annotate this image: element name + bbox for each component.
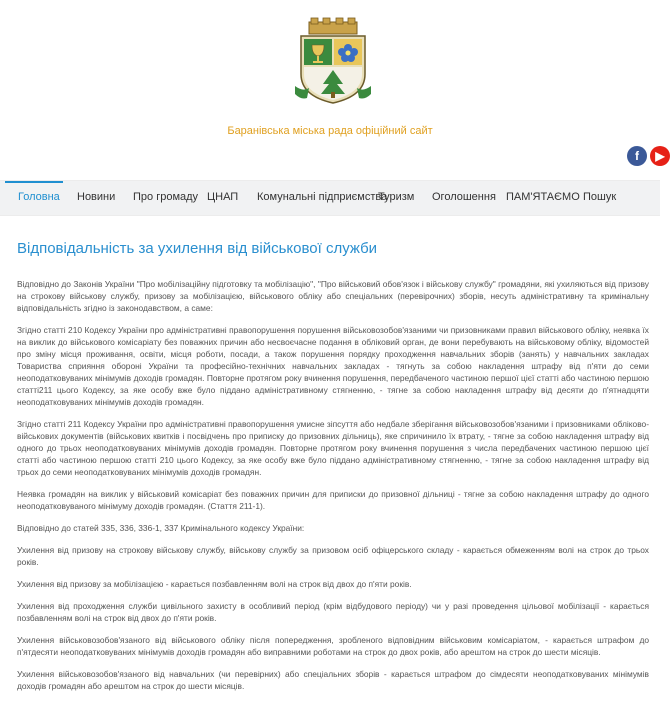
nav-item-utilities[interactable]: Комунальні підприємства <box>257 191 388 203</box>
article-paragraph: Відповідно до Законів України "Про мобілізаційну підготовку та мобілізацію", "Про військовий обов'язок і військову службу" громадяни, які ухиляються від призову на строкову військову службу, призову за мобілізацією, військового обліку або спеціальних (перевірочних) зборів, несуть адміністративну та кримінальну відповідальність згідно із законодавством, а саме: <box>17 279 649 313</box>
article-paragraph: Ухилення військовозобов'язаного від навчальних (чи перевірних) або спеціальних зборів - карається штрафом до сімдесяти неоподатковуваних мінімумів доходів громадян або арештом на строк до шести місяців. <box>17 669 649 691</box>
youtube-icon: ▶ <box>650 146 670 166</box>
active-nav-indicator <box>5 181 63 183</box>
article-paragraph: Ухилення військовозобов'язаного від військового обліку після попередження, зробленого відповідним військовим комісаріатом, - карається штрафом до п'ятдесяти неоподатковуваних мінімумів доходів громадян або виправними роботами на строк до двох років, або арештом на строк до шести місяців. <box>17 635 649 657</box>
nav-item-home[interactable]: Головна <box>18 191 60 203</box>
youtube-button[interactable] <box>650 146 670 166</box>
article-paragraph: Неявка громадян на виклик у військовий комісаріат без поважних причин для приписки до призовної дільниці - тягне за собою накладення штрафу до одного неоподатковуваного мінімуму доходів громадян. (Стаття 211-1). <box>17 489 649 511</box>
facebook-button[interactable] <box>627 146 647 166</box>
nav-item-search[interactable]: Пошук <box>583 191 617 203</box>
nav-item-about[interactable]: Про громаду <box>133 191 199 203</box>
site-title[interactable]: Баранівська міська рада офіційний сайт <box>227 125 433 137</box>
nav-item-news[interactable]: Новини <box>77 191 116 203</box>
coat-of-arms-logo[interactable] <box>295 18 371 104</box>
nav-item-announcements[interactable]: Оголошення <box>432 191 496 203</box>
main-nav <box>0 180 660 216</box>
article-paragraph: Згідно статті 211 Кодексу України про адміністративні правопорушення умисне зіпсуття або недбале зберігання військовозобов'язаними і призовниками обліково-військових документів (військових квитків і посвідчень про приписку до призовних дільниць), яке спричинило їх втрату, - тягне за собою накладення штрафу від одного до трьох неоподатковуваних мінімумів доходів громадян. Повторне протягом року вчинення порушення з числа передбачених частиною першою цієї статті або частиною першою статті 210 цього Кодексу, за яке особу вже було піддано адміністративному стягненню, - тягне за собою накладення штрафу від трьох до семи неоподатковуваних мінімумів доходів громадян. <box>17 419 649 477</box>
nav-item-tourism[interactable]: Туризм <box>378 191 415 203</box>
article <box>17 240 649 702</box>
facebook-icon: f <box>627 146 647 166</box>
article-paragraph: Згідно статті 210 Кодексу України про адміністративні правопорушення порушення військовозобов'язаними чи призовниками правил військового обліку, неявка їх на виклик до військового комісаріату без поважних причин або несвоєчасне подання в обліковий орган, де вони перебувають на військовому обліку, відомостей про зміну місця проживання, освіти, місця роботи, посади, а також порушення порядку проходження навчальних зборів (занять) у навчальних закладах Товариства сприяння обороні України та професійно-технічних навчальних закладах - тягнуть за собою накладення штрафу від п'яти до семи неоподатковуваних мінімумів доходів громадян. Повторне протягом року вчинення порушення, передбаченого частиною першої цієї статті або частиною першою статті211 цього Кодексу, за яке особу вже було піддано адміністративному стягненню, - тягне за собою накладення штрафу від десяти до п'ятнадцяти неоподатковуваних мінімумів доходів громадян. <box>17 325 649 407</box>
article-paragraph: Відповідно до статей 335, 336, 336-1, 337 Кримінального кодексу України: <box>17 523 305 533</box>
article-paragraph: Ухилення від проходження служби цивільного захисту в особливий період (крім відбудового періоду) чи у разі проведення цільової мобілізації - карається позбавленням волі на строк від двох до п'яти років. <box>17 601 649 623</box>
nav-item-cnap[interactable]: ЦНАП <box>207 191 239 203</box>
page-title: Відповідальність за ухилення від військової служби <box>17 240 378 257</box>
nav-item-memory[interactable]: ПАМ'ЯТАЄМО <box>506 191 580 203</box>
article-paragraph: Ухилення від призову за мобілізацією - карається позбавленням волі на строк від двох до п'яти років. <box>17 579 412 589</box>
article-paragraph: Ухилення від призову на строкову військову службу, військову службу за призовом осіб офіцерського складу - карається обмеженням волі на строк до трьох років. <box>17 545 649 567</box>
